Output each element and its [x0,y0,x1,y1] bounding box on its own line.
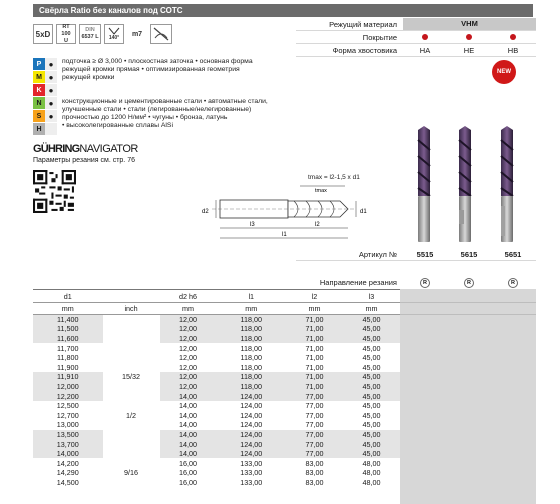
shank-he: HE [463,45,475,55]
table-cell: 16,00 [178,468,197,478]
point-angle-icon [104,24,124,44]
application-line1: конструкционные и цементированные стали • автоматные стали, [62,98,268,105]
d2-label: d2 [202,209,209,215]
table-cell: 12,000 [33,382,103,392]
table-cell: 45,00 [362,343,381,353]
col-inch [103,290,160,303]
length-ratio-icon: 5xD [33,24,53,44]
table-cell: 124,00 [216,430,286,440]
cutting-params-ref: Параметры резания см. стр. 76 [33,157,135,164]
table-row [33,420,400,430]
table-cell: 118,00 [216,334,286,344]
article-5515[interactable]: 5515 [416,250,434,259]
table-cell: 12,00 [178,362,197,372]
table-row [33,478,400,488]
coating-label: Покрытие [362,32,397,42]
table-cell [103,324,160,334]
table-cell [103,439,160,449]
table-cell: 45,00 [343,324,400,334]
material-row [296,18,536,31]
table-cell: 48,00 [362,468,381,478]
din-line2: 6537 L [81,34,99,40]
tolerance-icon: m7 [131,30,143,38]
tmax-formula: tmax = l2-1,5 x d1 [308,174,360,181]
cutting-direction-label: Направление резания [319,277,397,287]
table-row [33,468,400,478]
table-cell [103,458,160,468]
table-cell: 71,00 [286,315,343,325]
table-cell: 11,910 [33,372,103,382]
table-cell [103,382,160,392]
table-cell: 9/16 [103,468,160,478]
table-cell: 12,00 [178,353,197,363]
point-angle-graphic [108,27,120,35]
table-cell: 12,00 [160,334,217,344]
feature-line1: подточка ≥ Ø 3,000 • плоскостная заточка • основная форма [62,58,253,65]
cutting-direction-row [296,276,536,288]
coating-cell-1 [403,33,447,42]
shank-ha: HA [419,45,431,55]
table-cell: 12,00 [160,324,217,334]
table-cell: 12,00 [178,343,197,353]
new-badge: NEW [492,60,516,84]
table-cell: 48,00 [362,458,381,468]
feature-line3: режущей кромки [62,74,115,81]
table-cell: 14,200 [56,458,79,468]
right-hand-icon: R [420,278,430,288]
table-cell: 1/2 [103,410,160,420]
table-cell: 16,00 [178,477,197,487]
rt-line1: RT 100 [61,23,71,37]
table-cell: 45,00 [343,430,400,440]
material-letter-k: K [33,84,45,96]
table-row [33,430,400,440]
table-cell: 124,00 [216,439,286,449]
unit-d1: mm [33,303,103,315]
table-cell: 77,00 [286,430,343,440]
drill-image-5651 [495,126,519,244]
table-cell: 14,00 [160,449,217,459]
no-coolant-graphic [152,26,170,42]
table-cell: 45,00 [343,439,400,449]
table-row [33,391,400,401]
table-cell: 83,00 [305,468,324,478]
table-cell: 83,00 [305,458,324,468]
table-cell [103,315,160,325]
table-cell [103,430,160,440]
table-cell: 77,00 [305,420,324,430]
property-icon-row [33,24,172,44]
table-cell: 14,290 [56,468,79,478]
coating-dot-icon [466,34,472,40]
table-cell: 48,00 [362,477,381,487]
unit-d2: mm [160,303,217,315]
table-cell: 11,900 [57,362,79,372]
table-cell: 71,00 [305,353,324,363]
col-l2: l2 [286,290,343,303]
catalog-title: Свёрла Ratio без каналов под СОТС [39,6,183,15]
drill-technical-drawing [190,170,370,245]
material-letter-h: H [33,123,45,135]
material-letter-m: M [33,71,45,83]
table-cell: 11,800 [57,353,79,363]
unit-l1: mm [216,303,286,315]
table-row [33,458,400,468]
d1-label: d1 [360,209,367,215]
table-cell: 12,00 [160,382,217,392]
drill-image-5615 [453,126,477,244]
table-cell: 45,00 [343,372,400,382]
table-cell: 11,400 [33,315,103,325]
direction-cell-1 [403,277,447,288]
table-cell: 45,00 [343,449,400,459]
coating-cell-2 [447,33,491,42]
table-cell [103,343,160,353]
table-cell: 13,000 [56,420,79,430]
table-cell [103,362,160,372]
table-cell: 13,700 [33,439,103,449]
table-cell: 12,00 [160,372,217,382]
table-cell: 45,00 [362,353,381,363]
l2-label: l2 [315,222,320,228]
table-cell: 71,00 [286,372,343,382]
table-cell [103,449,160,459]
l3-label: l3 [250,222,255,228]
table-cell: 124,00 [240,420,263,430]
application-line4: • высоколегированные сплавы AlSi [62,122,173,129]
article-5615[interactable]: 5615 [460,250,478,259]
table-cell: 77,00 [286,391,343,401]
table-cell: 45,00 [362,401,381,411]
table-cell: 11,700 [57,343,79,353]
application-line3: прочностью до 1200 Н/мм² • чугуны • бронза, латунь [62,114,228,121]
table-cell: 14,00 [160,430,217,440]
tool-header-table [296,18,536,57]
rt-line2: U [64,37,68,44]
material-letter-n: N [33,97,45,109]
article-5651[interactable]: 5651 [504,250,522,259]
table-cell: 11,500 [33,324,103,334]
shank-label: Форма хвостовика [332,45,397,55]
table-row [33,362,400,372]
table-cell: 71,00 [286,324,343,334]
l1-label: l1 [282,232,287,238]
material-mark-h [45,123,57,135]
feature-line2: режущей кромки прямая • оптимизированная геометрия [62,66,240,73]
availability-column [400,289,536,504]
table-row [33,410,400,420]
no-coolant-icon [150,24,172,44]
table-cell: 124,00 [240,401,263,411]
col-d2: d2 h6 [160,290,217,303]
material-mark-p: ● [45,58,57,70]
table-row [33,353,400,363]
table-cell: 83,00 [305,477,324,487]
unit-l3: mm [343,303,400,315]
table-cell: 118,00 [240,353,262,363]
table-cell: 12,200 [33,391,103,401]
material-mark-n: ● [45,97,57,109]
material-mark-k: ● [45,84,57,96]
table-cell: 11,600 [33,334,103,344]
table-cell [103,401,160,411]
table-cell: 77,00 [286,449,343,459]
table-cell [103,353,160,363]
unit-l2: mm [286,303,343,315]
article-row [296,249,536,261]
table-cell: 77,00 [305,401,324,411]
table-row [33,315,400,325]
table-cell: 14,00 [178,410,197,420]
table-row [33,372,400,382]
direction-cell-3 [491,277,535,288]
table-cell: 14,00 [178,420,197,430]
navigator-logo [33,143,138,155]
application-line2: улучшенные стали • стали (легированные/нелегированные) [62,106,252,113]
dimensions-table [33,289,400,487]
table-cell: 14,00 [160,391,217,401]
table-cell: 45,00 [343,334,400,344]
table-cell: 12,700 [56,410,79,420]
material-letter-s: S [33,110,45,122]
table-cell: 71,00 [286,382,343,392]
table-cell: 118,00 [240,362,262,372]
table-cell [103,420,160,430]
table-cell: 12,500 [56,401,79,411]
table-cell: 45,00 [343,315,400,325]
table-cell: 12,00 [160,315,217,325]
table-cell: 71,00 [286,334,343,344]
material-mark-s: ● [45,110,57,122]
table-cell: 77,00 [305,410,324,420]
table-cell: 14,000 [33,449,103,459]
table-cell: 124,00 [240,410,263,420]
col-d1: d1 [33,290,103,303]
table-cell: 45,00 [362,362,381,372]
table-cell: 124,00 [216,391,286,401]
coating-dot-icon [510,34,516,40]
direction-cell-2 [447,277,491,288]
table-row [33,334,400,344]
table-cell: 14,500 [56,477,79,487]
table-cell: 14,00 [160,439,217,449]
material-label: Режущий материал [329,19,397,29]
table-cell: 124,00 [216,449,286,459]
table-cell: 77,00 [286,439,343,449]
material-value: VHM [403,18,536,30]
table-row [33,449,400,459]
material-groups [33,58,57,136]
table-cell: 118,00 [216,315,286,325]
coating-cell-3 [491,33,535,42]
units-row [33,303,400,315]
material-mark-m: ● [45,71,57,83]
col-l1: l1 [216,290,286,303]
table-cell: 14,00 [178,401,197,411]
table-cell [103,478,160,488]
right-hand-icon: R [508,278,518,288]
coating-row [296,31,536,44]
qr-code-icon[interactable] [33,170,76,213]
table-cell: 71,00 [305,362,324,372]
table-cell: 45,00 [362,420,381,430]
material-application-text [62,98,268,130]
shank-row [296,44,536,57]
navigator-product: NAVIGATOR [79,143,138,155]
tmax-label: tmax [315,188,327,194]
table-cell: 118,00 [216,382,286,392]
table-cell: 13,500 [33,430,103,440]
drill-image-5515 [412,126,436,244]
table-cell [103,334,160,344]
point-angle-value: 140° [108,34,120,41]
table-row [33,343,400,353]
din-icon [79,24,101,44]
table-cell: 118,00 [240,343,262,353]
table-cell: 71,00 [305,343,324,353]
table-cell: 45,00 [343,391,400,401]
shank-hb: HB [507,45,519,55]
feature-text [62,58,253,82]
table-row [33,439,400,449]
table-cell: 45,00 [343,382,400,392]
table-row [33,324,400,334]
unit-inch: inch [103,303,160,315]
table-cell: 45,00 [362,410,381,420]
table-cell: 118,00 [216,372,286,382]
table-cell: 15/32 [103,372,160,382]
right-hand-icon: R [464,278,474,288]
table-cell: 133,00 [240,477,263,487]
material-letter-p: P [33,58,45,70]
table-cell: 118,00 [216,324,286,334]
table-row [33,401,400,411]
table-header-row [33,290,400,303]
table-cell: 133,00 [240,458,263,468]
table-cell: 16,00 [178,458,197,468]
catalog-title-bar [33,4,533,17]
rt-icon [56,24,76,44]
coating-dot-icon [422,34,428,40]
col-l3: l3 [343,290,400,303]
navigator-brand: GÜHRING [33,143,80,155]
table-row [33,382,400,392]
table-cell [103,391,160,401]
din-line1: DIN [85,27,95,33]
table-cell: 133,00 [240,468,263,478]
article-label: Артикул № [358,250,397,259]
